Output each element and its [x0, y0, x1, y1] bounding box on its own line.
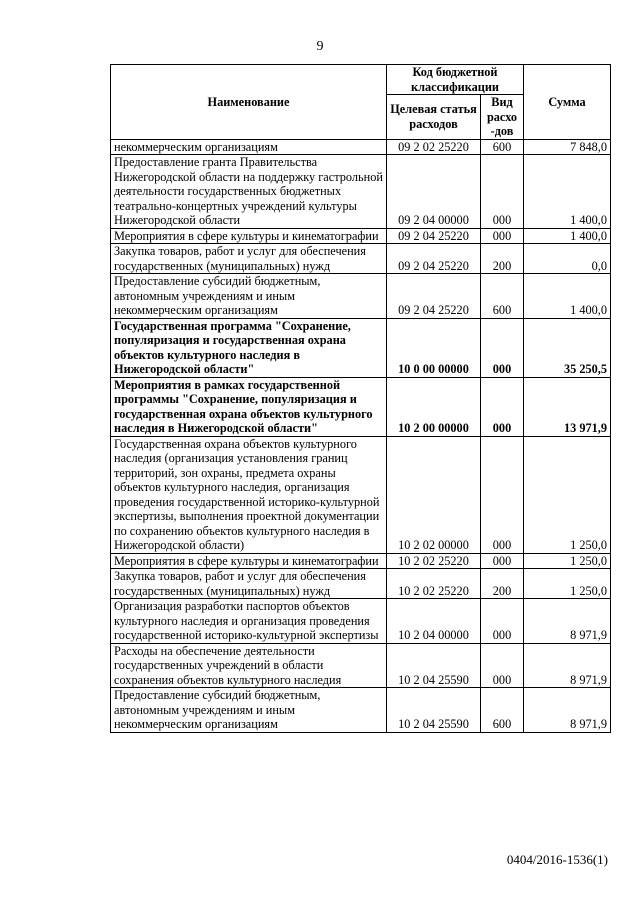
- column-header-sum: Сумма: [524, 65, 611, 140]
- cell-name: Предоставление гранта Правительства Нижегородской области на поддержку гастрольной деятельности государственных бюджетных театрально-концертных учреждений культуры Нижегородской области: [111, 155, 387, 229]
- cell-expense-type: 600: [481, 274, 524, 319]
- table-row: [111, 228, 611, 244]
- table-row: [111, 569, 611, 599]
- budget-table: [110, 64, 611, 733]
- cell-target-code: 10 2 04 00000: [387, 599, 481, 644]
- page-number: 9: [316, 39, 324, 54]
- table-row: [111, 244, 611, 274]
- cell-name: Государственная охрана объектов культурного наследия (организация установления границ территорий, зон охраны, предмета охраны объектов культурного наследия, организация проведения государственной историко-культурной экспертизы, выполнения проектной документации по сохранению объектов культурного наследия в Нижегородской области): [111, 436, 387, 553]
- cell-name: Мероприятия в рамках государственной программы "Сохранение, популяризация и государственная охрана объектов культурного наследия в Нижегородской области": [111, 377, 387, 436]
- cell-name: Мероприятия в сфере культуры и кинематографии: [111, 553, 387, 569]
- table-row: [111, 553, 611, 569]
- cell-sum: 8 971,9: [524, 599, 611, 644]
- column-header-type: Вид расхо -дов: [481, 95, 524, 140]
- cell-expense-type: 000: [481, 436, 524, 553]
- cell-name: Предоставление субсидий бюджетным, автономным учреждениям и иным некоммерческим организациям: [111, 274, 387, 319]
- cell-expense-type: 000: [481, 318, 524, 377]
- cell-target-code: 09 2 02 25220: [387, 139, 481, 155]
- cell-name: Предоставление субсидий бюджетным, автономным учреждениям и иным некоммерческим организациям: [111, 688, 387, 733]
- column-header-name: Наименование: [111, 65, 387, 140]
- column-header-code-group: Код бюджетной классификации: [387, 65, 524, 95]
- column-header-target: Целевая статья расходов: [387, 95, 481, 140]
- cell-target-code: 09 2 04 25220: [387, 244, 481, 274]
- cell-name: Государственная программа "Сохранение, популяризация и государственная охрана объектов культурного наследия в Нижегородской области": [111, 318, 387, 377]
- table-body: [111, 139, 611, 732]
- cell-target-code: 09 2 04 25220: [387, 274, 481, 319]
- cell-name: Мероприятия в сфере культуры и кинематографии: [111, 228, 387, 244]
- cell-sum: 1 400,0: [524, 155, 611, 229]
- cell-name: Организация разработки паспортов объектов культурного наследия и организация проведения государственной историко-культурной экспертизы: [111, 599, 387, 644]
- cell-target-code: 09 2 04 25220: [387, 228, 481, 244]
- cell-name: Расходы на обеспечение деятельности государственных учреждений в области сохранения объектов культурного наследия: [111, 643, 387, 688]
- document-code: 0404/2016-1536(1): [506, 852, 608, 867]
- cell-name: некоммерческим организациям: [111, 139, 387, 155]
- table-row: [111, 139, 611, 155]
- cell-target-code: 09 2 04 00000: [387, 155, 481, 229]
- cell-target-code: 10 2 04 25590: [387, 643, 481, 688]
- cell-target-code: 10 2 02 00000: [387, 436, 481, 553]
- cell-sum: 1 250,0: [524, 569, 611, 599]
- cell-target-code: 10 0 00 00000: [387, 318, 481, 377]
- cell-target-code: 10 2 02 25220: [387, 553, 481, 569]
- cell-target-code: 10 2 00 00000: [387, 377, 481, 436]
- cell-sum: 1 400,0: [524, 228, 611, 244]
- cell-target-code: 10 2 04 25590: [387, 688, 481, 733]
- table-row: [111, 274, 611, 319]
- table-row: [111, 643, 611, 688]
- cell-expense-type: 000: [481, 553, 524, 569]
- cell-sum: 8 971,9: [524, 643, 611, 688]
- cell-sum: 35 250,5: [524, 318, 611, 377]
- cell-target-code: 10 2 02 25220: [387, 569, 481, 599]
- cell-expense-type: 600: [481, 688, 524, 733]
- cell-expense-type: 000: [481, 155, 524, 229]
- cell-sum: 7 848,0: [524, 139, 611, 155]
- cell-name: Закупка товаров, работ и услуг для обеспечения государственных (муниципальных) нужд: [111, 569, 387, 599]
- table-row: [111, 436, 611, 553]
- cell-expense-type: 200: [481, 244, 524, 274]
- cell-expense-type: 000: [481, 643, 524, 688]
- cell-sum: 8 971,9: [524, 688, 611, 733]
- cell-sum: 1 250,0: [524, 553, 611, 569]
- cell-expense-type: 000: [481, 377, 524, 436]
- table-row: [111, 155, 611, 229]
- cell-sum: 13 971,9: [524, 377, 611, 436]
- cell-sum: 1 400,0: [524, 274, 611, 319]
- cell-name: Закупка товаров, работ и услуг для обеспечения государственных (муниципальных) нужд: [111, 244, 387, 274]
- cell-expense-type: 000: [481, 228, 524, 244]
- cell-expense-type: 000: [481, 599, 524, 644]
- cell-sum: 0,0: [524, 244, 611, 274]
- table-row: [111, 377, 611, 436]
- table-row: [111, 688, 611, 733]
- cell-expense-type: 200: [481, 569, 524, 599]
- table-row: [111, 318, 611, 377]
- cell-expense-type: 600: [481, 139, 524, 155]
- table-row: [111, 599, 611, 644]
- cell-sum: 1 250,0: [524, 436, 611, 553]
